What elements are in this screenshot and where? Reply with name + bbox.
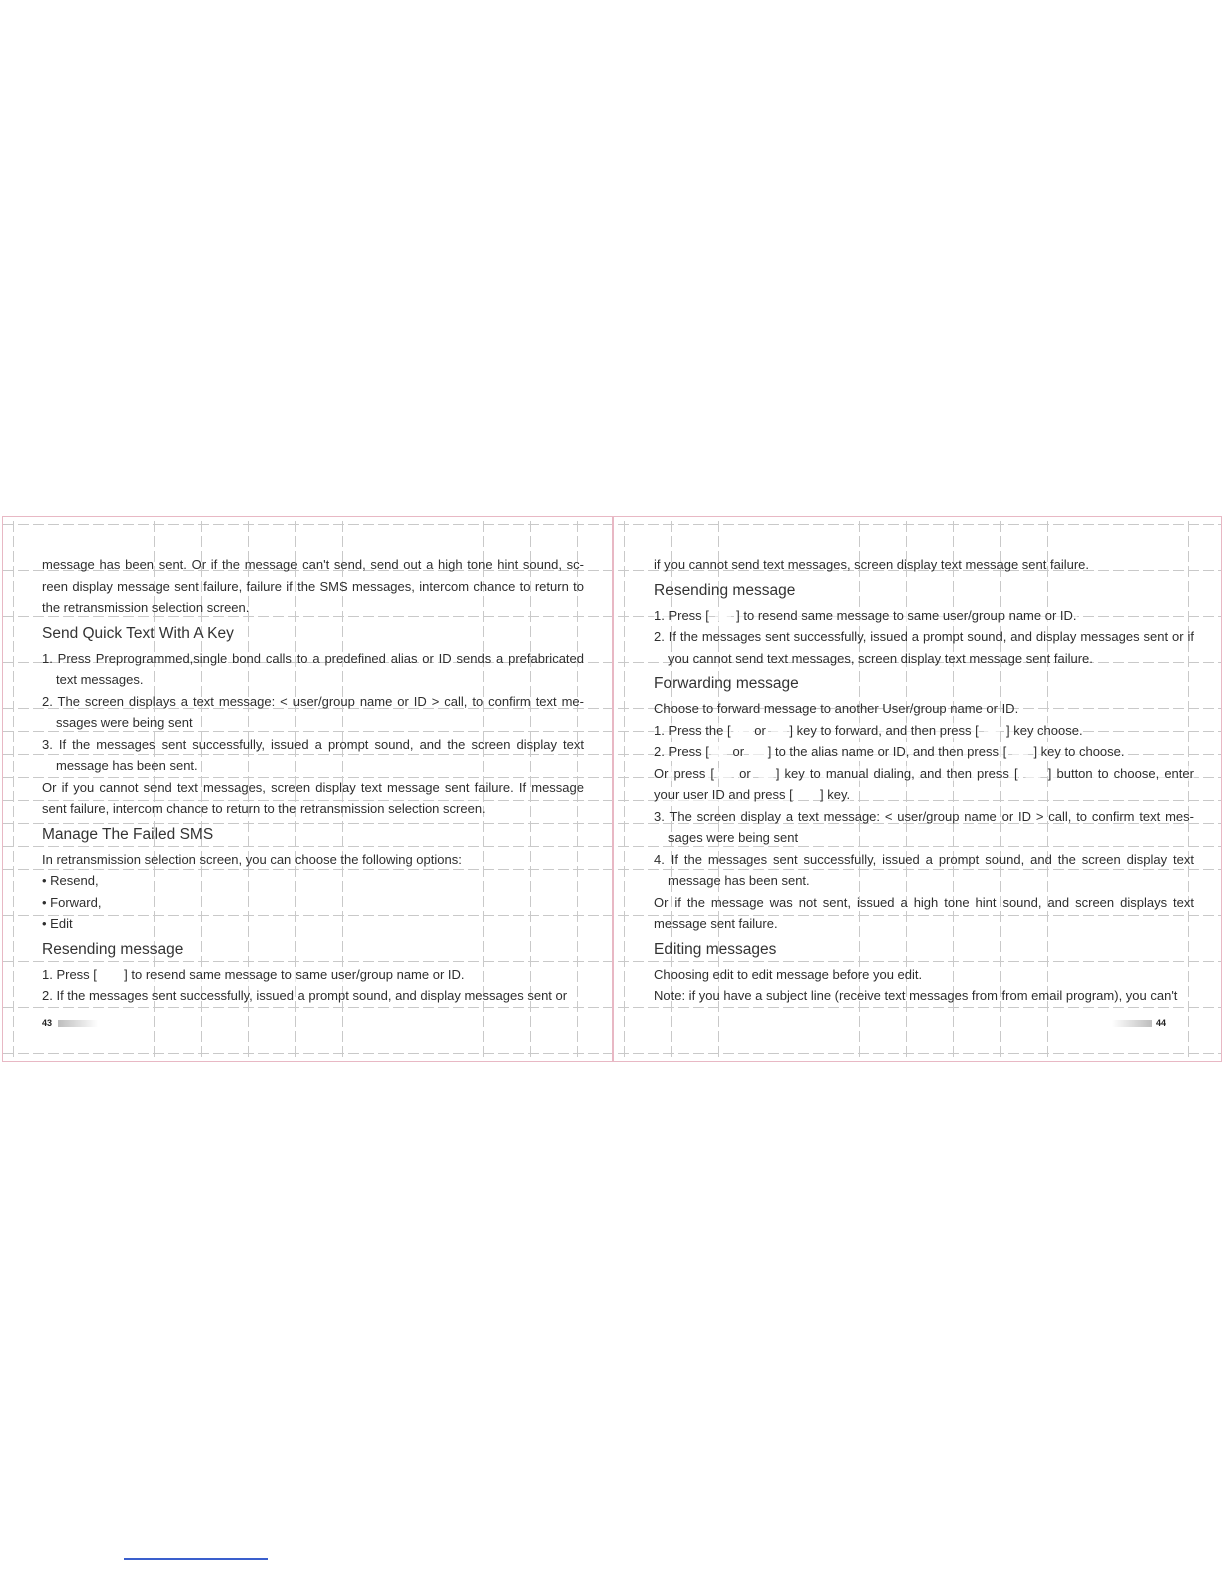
forward-step-2: 2. Press [ or ] to the alias name or ID, and then press [ ] key to choose.	[654, 744, 1125, 759]
left-intro-paragraph: message has been sent. Or if the message can't send, send out a high tone hint sound, sc-reen display message sent failure, failure if the SMS messages, intercom chance to return to the retransmission selection screen.	[42, 557, 584, 615]
menu-key-icon	[1025, 768, 1041, 779]
menu-key-icon	[715, 610, 731, 621]
quick-text-failure-note: Or if you cannot send text messages, screen display text message sent failure. If message sent failure, intercom chance to return to the retransmission selection screen.	[42, 779, 584, 816]
heading-forwarding-message: Forwarding message	[654, 675, 799, 692]
page-number-right: 44	[1156, 1018, 1167, 1028]
resend-step-2-right: 2. If the messages sent successfully, issued a prompt sound, and display messages sent or if you cannot send text messages, screen display text message sent failure.	[654, 629, 1194, 666]
forward-step-4: 4. If the messages sent successfully, issued a prompt sound, and the screen display text message has been sent.	[654, 851, 1194, 888]
editing-note: Note: if you have a subject line (receive text messages from from email program), you can't	[654, 988, 1178, 1003]
heading-editing-messages: Editing messages	[654, 940, 777, 958]
forward-step-3: 3. The screen display a text message: < user/group name or ID > call, to confirm text mes-sages were being sent	[654, 808, 1194, 845]
heading-send-quick-text: Send Quick Text With A Key	[42, 624, 234, 642]
forward-intro: Choose to forward message to another User/group name or ID.	[654, 701, 1019, 716]
forward-manual-dial: Or press [ or ] key to manual dialing, and then press [ ] button to choose, enter your user ID and press [ ] key.	[654, 765, 1194, 802]
down-key-icon	[750, 746, 766, 757]
failed-sms-intro: In retransmission selection screen, you can choose the following options:	[42, 851, 462, 867]
heading-resending-message-left: Resending message	[42, 940, 184, 958]
down-key-icon	[771, 725, 787, 736]
resend-step-1-left: 1. Press [ ] to resend same message to same user/group name or ID.	[42, 966, 465, 982]
quick-text-step-2: 2. The screen displays a text message: < user/group name or ID > call, to confirm text me-ssages were being sent	[42, 693, 584, 730]
option-forward: • Forward,	[42, 894, 102, 910]
page-gutter	[612, 516, 614, 1062]
page-number-left: 43	[42, 1018, 53, 1028]
footer-link-underline	[124, 1558, 268, 1560]
forward-step-1: 1. Press the [ or ] key to forward, and then press [ ] key choose.	[654, 722, 1083, 738]
heading-manage-failed-sms: Manage The Failed SMS	[42, 825, 214, 843]
up-key-icon	[733, 725, 749, 736]
right-intro-paragraph: if you cannot send text messages, screen display text message sent failure.	[654, 557, 1090, 572]
page-number-bar-left	[58, 1020, 98, 1027]
up-key-icon	[716, 768, 732, 779]
option-edit: • Edit	[42, 916, 73, 931]
editing-intro: Choosing edit to edit message before you edit.	[654, 966, 923, 982]
resend-step-1-right: 1. Press [ ] to resend same message to same user/group name or ID.	[654, 607, 1077, 623]
forward-failure-note: Or if the message was not sent, issued a high tone hint sound, and screen displays text message sent failure.	[654, 894, 1194, 931]
quick-text-step-3: 3. If the messages sent successfully, issued a prompt sound, and the screen display text message has been sent.	[42, 736, 584, 773]
menu-key-icon	[1012, 746, 1028, 757]
menu-key-icon	[798, 789, 814, 800]
quick-text-step-1: 1. Press Preprogrammed,single bond calls to a predefined alias or ID sends a prefabricated text messages.	[42, 650, 584, 687]
heading-resending-message-right: Resending message	[654, 581, 796, 599]
menu-key-icon	[103, 969, 119, 980]
up-key-icon	[711, 746, 727, 757]
menu-key-icon	[984, 725, 1000, 736]
down-key-icon	[758, 768, 774, 779]
right-page	[654, 554, 1194, 1007]
page-number-bar-right	[1112, 1020, 1152, 1027]
left-page	[42, 554, 584, 1007]
resend-step-2-left: 2. If the messages sent successfully, issued a prompt sound, and display messages sent or	[42, 988, 568, 1003]
option-resend: • Resend,	[42, 873, 99, 888]
